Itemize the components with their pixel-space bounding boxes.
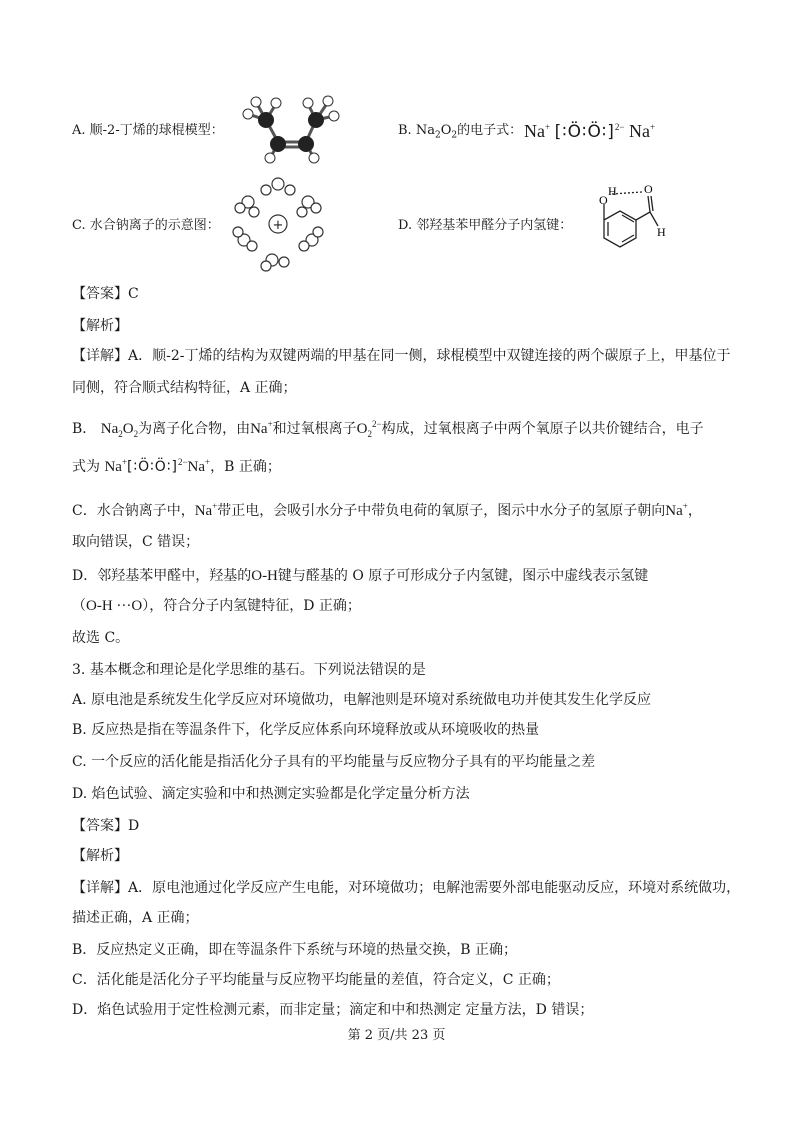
analysis-3-line-2: 描述正确，A 正确；	[72, 910, 199, 926]
question-3-option-c: C. 一个反应的活化能是指活化分子具有的平均能量与反应物分子具有的平均能量之差	[72, 754, 596, 770]
svg-text:O: O	[644, 182, 653, 196]
analysis-1-line-1: 【详解】A．顺-2-丁烯的结构为双键两端的甲基在同一侧，球棍模型中双键连接的两个碳原子上，甲基位于	[72, 348, 731, 364]
analysis-3-line-3: B．反应热定义正确，即在等温条件下系统与环境的热量交换，B 正确；	[72, 942, 518, 958]
analysis-1-line-8: （O-H ···O），符合分子内氢键特征，D 正确；	[72, 598, 361, 614]
option-a-label: A. 顺-2-丁烯的球棍模型：	[72, 123, 224, 138]
svg-text:O: O	[599, 193, 608, 207]
na2o2-lewis-formula: Na+ [∶Ö∶Ö∶]$^{2-}$ Na+	[524, 121, 656, 142]
analysis-1-line-4: 式为 Na+[∶Ö∶Ö∶]$^{2-}$Na+，B 正确；	[72, 457, 281, 475]
analysis-1-line-6: 取向错误，C 错误；	[72, 534, 200, 550]
analysis-1-line-2: 同侧，符合顺式结构特征，A 正确；	[72, 380, 297, 396]
question-3-option-d: D. 焰色试验、滴定实验和中和热测定实验都是化学定量分析方法	[72, 786, 470, 802]
analysis-1-tag: 【解析】	[72, 318, 128, 334]
answer-1: 【答案】C	[72, 286, 139, 302]
question-3-option-a: A. 原电池是系统发生化学反应对环境做功，电解池则是环境对系统做电功并使其发生化学反应	[72, 692, 652, 708]
analysis-1-line-5: C．水合钠离子中，Na+带正电，会吸引水分子中带负电荷的氧原子，图示中水分子的氢原子朝向Na+，	[72, 501, 702, 519]
answer-3: 【答案】D	[72, 818, 140, 834]
page-footer: 第 2 页/共 23 页	[347, 1028, 446, 1043]
analysis-1-line-7: D．邻羟基苯甲醛中，羟基的O-H键与醛基的 O 原子可形成分子内氢键，图示中虚线表示氢键	[72, 568, 649, 584]
analysis-3-line-5: D．焰色试验用于定性检测元素，而非定量；滴定和中和热测定 定量方法，D 错误；	[72, 1002, 594, 1018]
hydrated-sodium-ion-icon	[228, 176, 328, 272]
cis-2-butene-ball-stick-icon	[236, 92, 346, 164]
option-c-label: C. 水合钠离子的示意图：	[72, 218, 220, 233]
question-3-stem: 3. 基本概念和理论是化学思维的基石。下列说法错误的是	[72, 662, 426, 678]
svg-text:H: H	[608, 184, 617, 198]
salicylaldehyde-hbond-icon	[584, 178, 674, 260]
question-3-option-b: B. 反应热是指在等温条件下，化学反应体系向环境释放或从环境吸收的热量	[72, 722, 540, 738]
na2o2-lewis-formula-inline: Na+[∶Ö∶Ö∶]$^{2-}$Na+	[104, 457, 211, 475]
option-d-label: D. 邻羟基苯甲醛分子内氢键：	[398, 218, 573, 233]
analysis-3-line-1: 【详解】A．原电池通过化学反应产生电能，对环境做功；电解池需要外部电能驱动反应，环境对系统做功，	[72, 880, 741, 896]
svg-text:H: H	[657, 225, 666, 239]
analysis-1-line-9: 故选 C。	[72, 630, 130, 646]
sodium-plus-sign: +	[272, 218, 284, 233]
analysis-1-line-3: B． $Na_2O_2$为离子化合物，由Na+和过氧根离子$O_2^{2-}$构成，过氧根离子中两个氧原子以共价键结合，电子	[72, 419, 704, 439]
analysis-3-line-4: C．活化能是活化分子平均能量与反应物平均能量的差值，符合定义，C 正确；	[72, 972, 560, 988]
analysis-3-tag: 【解析】	[72, 848, 128, 864]
option-b-label: B. $Na_2O_2$的电子式：	[398, 123, 523, 141]
